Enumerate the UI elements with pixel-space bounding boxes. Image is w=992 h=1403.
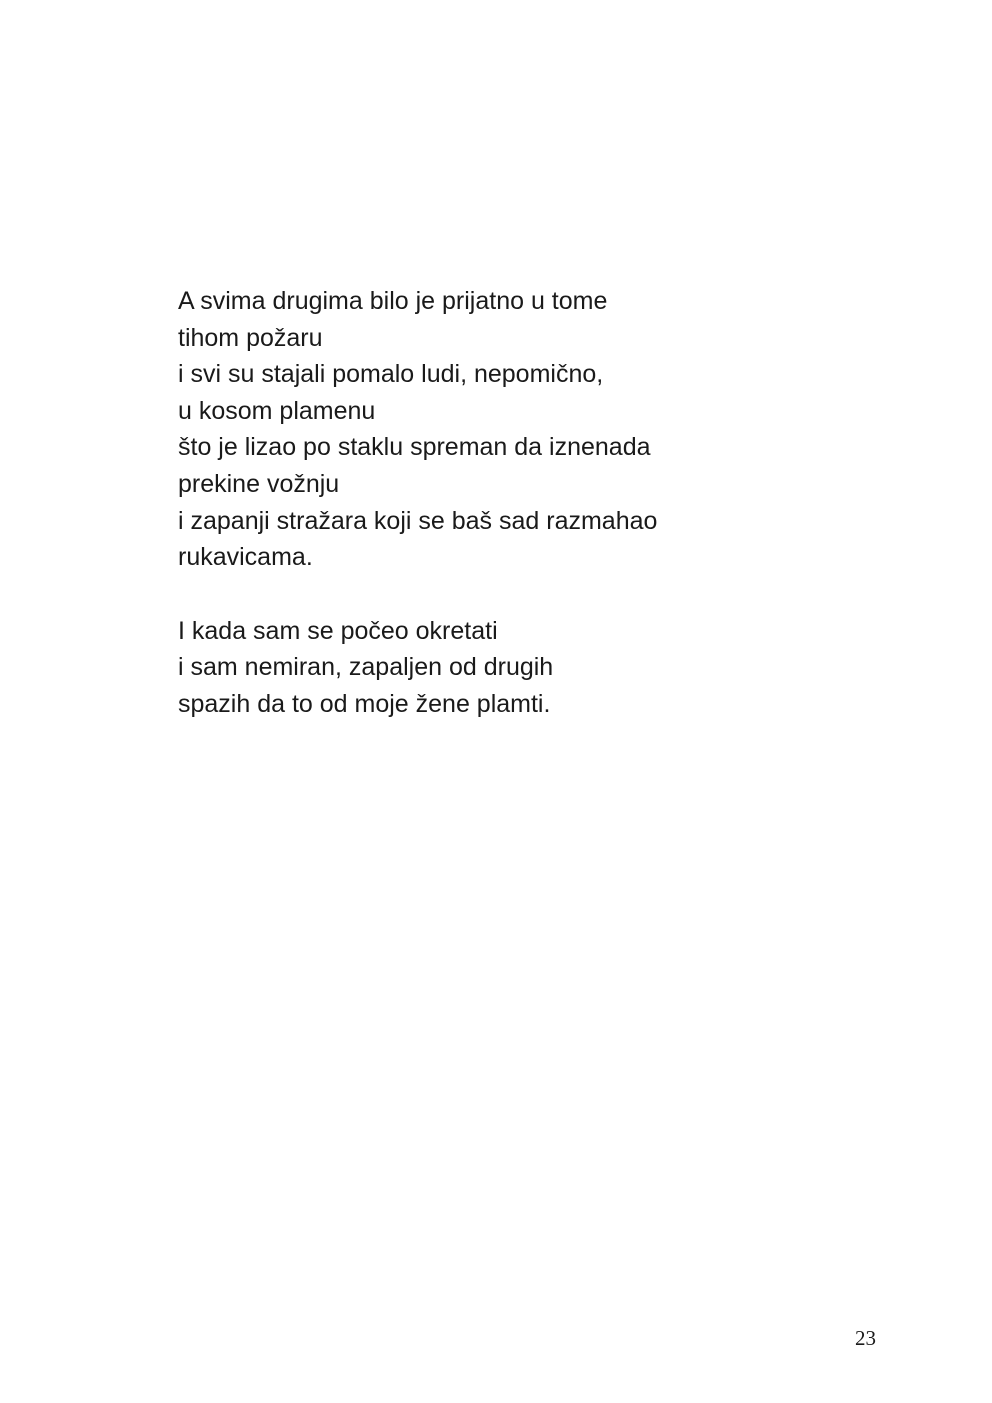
poem-line: tihom požaru [178, 323, 323, 352]
poem-line: rukavicama. [178, 543, 313, 572]
poem-line: A svima drugima bilo je prijatno u tome [178, 287, 608, 315]
poem-line: u kosom plamenu [178, 396, 376, 425]
poem-line: spazih da to od moje žene plamti. [178, 689, 551, 718]
poem-line: I kada sam se počeo okretati [178, 616, 498, 645]
stanza-1 [178, 283, 878, 576]
stanza-2 [178, 613, 878, 723]
page-number: 23 [855, 1326, 876, 1350]
poem-line: i zapanji stražara koji se baš sad razmahao [178, 506, 658, 535]
poem-body [178, 283, 878, 723]
poem-line: i svi su stajali pomalo ludi, nepomično, [178, 360, 604, 389]
poem-line: prekine vožnju [178, 469, 340, 498]
poem-line: što je lizao po staklu spreman da iznenada [178, 433, 651, 462]
poem-line: i sam nemiran, zapaljen od drugih [178, 653, 554, 682]
